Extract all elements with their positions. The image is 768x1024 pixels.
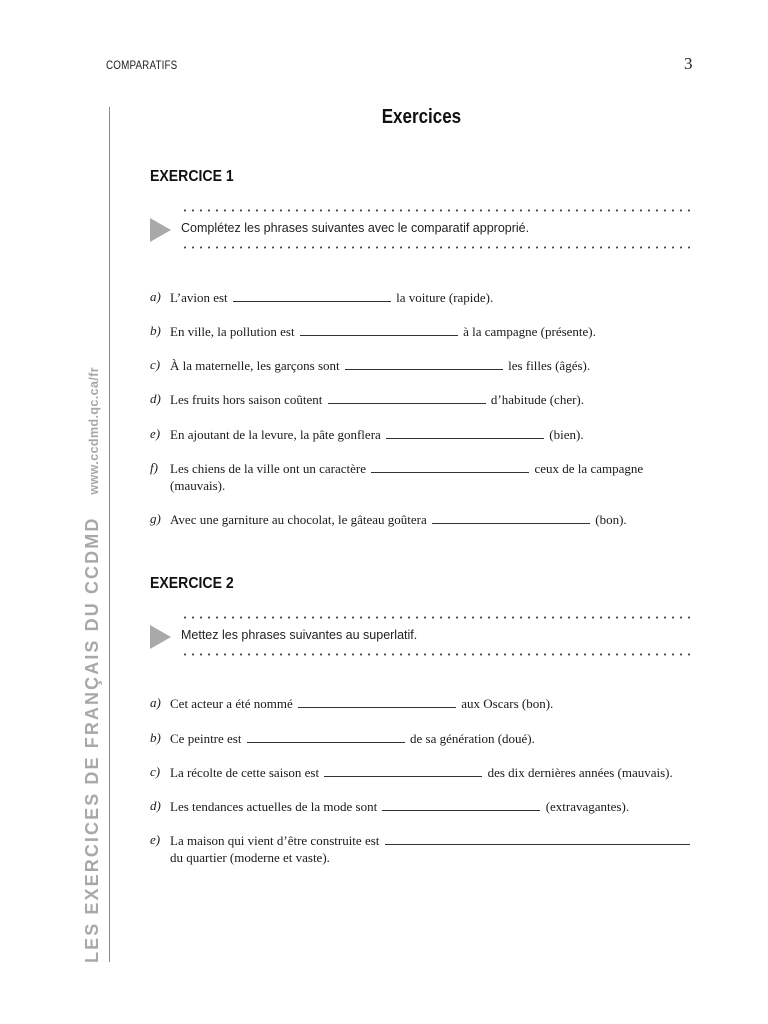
item-letter: a) [150,289,161,304]
item-text-after: les filles (âgés). [508,358,591,373]
item-text-before: La récolte de cette saison est [170,765,320,780]
exercise-2-heading: EXERCICE 2 [150,575,234,592]
item-text-after: (bien). [549,427,584,442]
exercise-1-item-f [150,459,695,494]
exercise-2-item-a [150,694,695,712]
answer-blank[interactable] [371,459,529,473]
item-text-before: La maison qui vient d’être construite est [170,833,380,848]
item-letter: g) [150,511,161,526]
play-triangle-icon [150,625,171,649]
item-letter: b) [150,730,161,745]
item-text-before: Les tendances actuelles de la mode sont [170,799,378,814]
item-text-before: Cet acteur a été nommé [170,696,293,711]
exercise-2-item-b [150,729,695,747]
item-letter: d) [150,798,161,813]
item-letter: e) [150,426,161,441]
sidebar-title: LES EXERCICES DE FRANÇAIS DU CCDMD [82,516,102,963]
item-text-before: L’avion est [170,290,228,305]
exercise-2-item-c [150,763,695,781]
margin-rule [109,107,110,962]
answer-blank[interactable] [382,797,540,811]
answer-blank[interactable] [328,390,486,404]
exercise-1-instruction: Complétez les phrases suivantes avec le comparatif approprié. [181,221,530,235]
answer-blank[interactable] [298,694,456,708]
item-letter: a) [150,695,161,710]
item-text-after: la voiture (rapide). [396,290,494,305]
item-text-after: ceux de la campagne (mauvais). [170,461,644,493]
item-text-after: du quartier (moderne et vaste). [170,850,330,865]
exercise-1-item-d [150,390,695,408]
page-number: 3 [684,54,693,73]
item-text-before: Avec une garniture au chocolat, le gâteau goûtera [170,512,427,527]
exercise-1-item-a [150,288,695,306]
item-text-before: Les chiens de la ville ont un caractère [170,461,366,476]
item-text-before: En ajoutant de la levure, la pâte gonflera [170,427,381,442]
dotted-rule [181,653,693,656]
answer-blank[interactable] [385,831,690,845]
item-text-after: (bon). [595,512,627,527]
item-text-after: des dix dernières années (mauvais). [487,765,673,780]
item-letter: e) [150,832,161,847]
exercise-1-item-b [150,322,695,340]
answer-blank[interactable] [345,356,503,370]
exercise-2-item-d [150,797,695,815]
exercise-2-instruction: Mettez les phrases suivantes au superlatif. [181,628,418,642]
sidebar-url: www.ccdmd.qc.ca/fr [87,366,101,495]
item-text-before: Les fruits hors saison coûtent [170,392,323,407]
item-text-after: de sa génération (doué). [409,731,535,746]
item-letter: c) [150,764,161,779]
exercise-1-item-g [150,510,695,528]
item-letter: c) [150,357,161,372]
item-letter: f) [150,460,158,475]
item-text-before: En ville, la pollution est [170,324,295,339]
exercise-1-item-e [150,425,695,443]
play-triangle-icon [150,218,171,242]
exercise-2-item-e [150,831,695,866]
sidebar-vertical-text [82,367,103,963]
answer-blank[interactable] [233,288,391,302]
item-letter: b) [150,323,161,338]
dotted-rule [181,616,693,619]
item-text-after: (extravagantes). [545,799,630,814]
answer-blank[interactable] [324,763,482,777]
item-text-before: À la maternelle, les garçons sont [170,358,340,373]
dotted-rule [181,246,693,249]
item-text-before: Ce peintre est [170,731,242,746]
item-text-after: d’habitude (cher). [490,392,584,407]
item-text-after: à la campagne (présente). [463,324,596,339]
answer-blank[interactable] [432,510,590,524]
item-text-after: aux Oscars (bon). [461,696,554,711]
answer-blank[interactable] [386,425,544,439]
page-title: Exercices [381,106,462,128]
answer-blank[interactable] [300,322,458,336]
answer-blank[interactable] [247,729,405,743]
exercise-1-heading: EXERCICE 1 [150,168,234,185]
section-label: COMPARATIFS [106,58,178,72]
dotted-rule [181,209,693,212]
exercise-1-item-c [150,356,695,374]
item-letter: d) [150,391,161,406]
